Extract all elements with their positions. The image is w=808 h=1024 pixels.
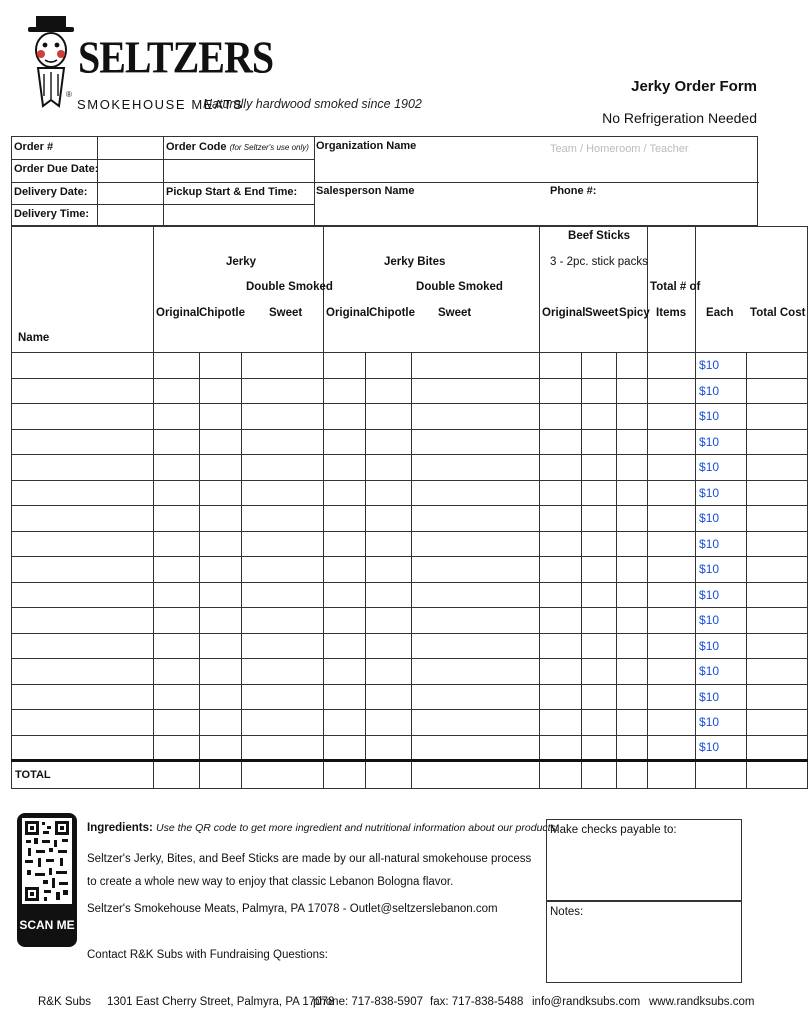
quantity-cell[interactable] bbox=[366, 608, 412, 634]
quantity-cell[interactable] bbox=[366, 531, 412, 557]
quantity-cell[interactable] bbox=[154, 557, 200, 583]
unit-price-cell: $10 bbox=[696, 710, 747, 736]
quantity-cell[interactable] bbox=[540, 659, 582, 685]
quantity-cell[interactable] bbox=[412, 608, 540, 634]
quantity-cell[interactable] bbox=[200, 404, 242, 430]
quantity-cell[interactable] bbox=[617, 582, 648, 608]
quantity-cell[interactable] bbox=[154, 506, 200, 532]
quantity-cell[interactable] bbox=[540, 506, 582, 532]
total-cell[interactable] bbox=[324, 761, 366, 789]
quantity-cell[interactable] bbox=[582, 404, 617, 430]
customer-name-cell[interactable] bbox=[12, 633, 154, 659]
quantity-cell[interactable] bbox=[154, 608, 200, 634]
quantity-cell[interactable] bbox=[412, 480, 540, 506]
quantity-cell[interactable] bbox=[154, 633, 200, 659]
order-row bbox=[12, 608, 808, 634]
total-cost-cell[interactable] bbox=[747, 353, 808, 379]
order-row bbox=[12, 659, 808, 685]
total-cell[interactable] bbox=[154, 761, 200, 789]
jerky-header: Jerky bbox=[226, 256, 257, 268]
bites-sweet-header: Sweet bbox=[438, 307, 472, 319]
total-items-cell[interactable] bbox=[648, 582, 696, 608]
quantity-cell[interactable] bbox=[154, 429, 200, 455]
total-row bbox=[12, 761, 808, 789]
total-cost-cell[interactable] bbox=[747, 531, 808, 557]
quantity-cell[interactable] bbox=[412, 429, 540, 455]
quantity-cell[interactable] bbox=[200, 582, 242, 608]
unit-price-cell: $10 bbox=[696, 506, 747, 532]
quantity-cell[interactable] bbox=[582, 684, 617, 710]
customer-name-cell[interactable] bbox=[12, 582, 154, 608]
quantity-cell[interactable] bbox=[582, 455, 617, 481]
quantity-cell[interactable] bbox=[324, 455, 366, 481]
quantity-cell[interactable] bbox=[154, 455, 200, 481]
quantity-cell[interactable] bbox=[540, 378, 582, 404]
total-cost-cell[interactable] bbox=[747, 659, 808, 685]
bites-chipotle-header: Chipotle bbox=[369, 307, 416, 319]
quantity-cell[interactable] bbox=[582, 353, 617, 379]
quantity-cell[interactable] bbox=[324, 404, 366, 430]
quantity-cell[interactable] bbox=[200, 480, 242, 506]
unit-price-cell: $10 bbox=[696, 353, 747, 379]
order-info-table bbox=[11, 136, 758, 226]
quantity-cell[interactable] bbox=[366, 684, 412, 710]
quantity-cell[interactable] bbox=[242, 557, 324, 583]
quantity-cell[interactable] bbox=[154, 710, 200, 736]
quantity-cell[interactable] bbox=[242, 659, 324, 685]
total-items-cell[interactable] bbox=[648, 710, 696, 736]
quantity-cell[interactable] bbox=[324, 378, 366, 404]
quantity-cell[interactable] bbox=[582, 531, 617, 557]
total-cost-cell[interactable] bbox=[747, 455, 808, 481]
form-title: Jerky Order Form bbox=[631, 78, 757, 95]
quantity-cell[interactable] bbox=[582, 480, 617, 506]
quantity-cell[interactable] bbox=[242, 404, 324, 430]
total-cost-cell[interactable] bbox=[747, 429, 808, 455]
customer-name-cell[interactable] bbox=[12, 455, 154, 481]
total-cost-cell[interactable] bbox=[747, 404, 808, 430]
quantity-cell[interactable] bbox=[617, 506, 648, 532]
registered-mark: ® bbox=[66, 90, 72, 99]
each-header: Each bbox=[706, 307, 734, 319]
quantity-cell[interactable] bbox=[200, 455, 242, 481]
quantity-cell[interactable] bbox=[582, 608, 617, 634]
quantity-cell[interactable] bbox=[154, 531, 200, 557]
checks-payable-label: Make checks payable to: bbox=[550, 824, 677, 836]
quantity-cell[interactable] bbox=[324, 506, 366, 532]
total-cell[interactable] bbox=[200, 761, 242, 789]
quantity-cell[interactable] bbox=[200, 608, 242, 634]
customer-name-cell[interactable] bbox=[12, 608, 154, 634]
contact-phone: phone: 717-838-5907 bbox=[313, 996, 423, 1008]
quantity-cell[interactable] bbox=[324, 480, 366, 506]
quantity-cell[interactable] bbox=[242, 735, 324, 761]
customer-name-cell[interactable] bbox=[12, 429, 154, 455]
contact-email[interactable]: info@randksubs.com bbox=[532, 996, 641, 1008]
quantity-cell[interactable] bbox=[242, 531, 324, 557]
quantity-cell[interactable] bbox=[200, 633, 242, 659]
quantity-cell[interactable] bbox=[366, 506, 412, 532]
quantity-cell[interactable] bbox=[324, 557, 366, 583]
quantity-cell[interactable] bbox=[200, 557, 242, 583]
order-grid bbox=[11, 226, 808, 789]
total-cost-cell[interactable] bbox=[747, 480, 808, 506]
total-cell[interactable] bbox=[696, 761, 747, 789]
unit-price-cell: $10 bbox=[696, 735, 747, 761]
quantity-cell[interactable] bbox=[617, 531, 648, 557]
quantity-cell[interactable] bbox=[200, 506, 242, 532]
quantity-cell[interactable] bbox=[366, 710, 412, 736]
total-cell[interactable] bbox=[242, 761, 324, 789]
total-items-cell[interactable] bbox=[648, 429, 696, 455]
quantity-cell[interactable] bbox=[366, 378, 412, 404]
quantity-cell[interactable] bbox=[154, 659, 200, 685]
quantity-cell[interactable] bbox=[412, 455, 540, 481]
quantity-cell[interactable] bbox=[617, 353, 648, 379]
contact-website[interactable]: www.randksubs.com bbox=[649, 996, 755, 1008]
quantity-cell[interactable] bbox=[324, 735, 366, 761]
quantity-cell[interactable] bbox=[242, 684, 324, 710]
quantity-cell[interactable] bbox=[366, 480, 412, 506]
salesperson-name-label: Salesperson Name bbox=[316, 185, 415, 197]
quantity-cell[interactable] bbox=[617, 429, 648, 455]
total-cost-cell[interactable] bbox=[747, 506, 808, 532]
quantity-cell[interactable] bbox=[324, 582, 366, 608]
unit-price-cell: $10 bbox=[696, 378, 747, 404]
order-code-label: Order Code (for Seltzer's use only) bbox=[166, 141, 309, 153]
quantity-cell[interactable] bbox=[412, 735, 540, 761]
beef-sticks-header: Beef Sticks bbox=[568, 230, 631, 242]
total-items-cell[interactable] bbox=[648, 480, 696, 506]
brand-subtitle: SMOKEHOUSE MEATS bbox=[77, 97, 244, 112]
quantity-cell[interactable] bbox=[540, 684, 582, 710]
unit-price-cell: $10 bbox=[696, 684, 747, 710]
quantity-cell[interactable] bbox=[200, 429, 242, 455]
ingredients-note: Ingredients: Use the QR code to get more ingredient and nutritional information about our products. bbox=[87, 822, 559, 834]
order-row bbox=[12, 404, 808, 430]
quantity-cell[interactable] bbox=[366, 582, 412, 608]
total-cell[interactable] bbox=[412, 761, 540, 789]
order-row bbox=[12, 506, 808, 532]
total-cost-cell[interactable] bbox=[747, 378, 808, 404]
quantity-cell[interactable] bbox=[200, 684, 242, 710]
quantity-cell[interactable] bbox=[582, 506, 617, 532]
quantity-cell[interactable] bbox=[540, 608, 582, 634]
total-cost-cell[interactable] bbox=[747, 710, 808, 736]
quantity-cell[interactable] bbox=[617, 404, 648, 430]
quantity-cell[interactable] bbox=[582, 710, 617, 736]
order-row bbox=[12, 684, 808, 710]
team-placeholder[interactable]: Team / Homeroom / Teacher bbox=[550, 143, 689, 155]
unit-price-cell: $10 bbox=[696, 608, 747, 634]
unit-price-cell: $10 bbox=[696, 633, 747, 659]
seltzer-address: Seltzer's Smokehouse Meats, Palmyra, PA 17078 - Outlet@seltzerslebanon.com bbox=[87, 903, 498, 915]
total-items-cell[interactable] bbox=[648, 353, 696, 379]
quantity-cell[interactable] bbox=[617, 710, 648, 736]
customer-name-cell[interactable] bbox=[12, 710, 154, 736]
sticks-original-header: Original bbox=[542, 307, 586, 319]
total-cell[interactable] bbox=[747, 761, 808, 789]
quantity-cell[interactable] bbox=[582, 633, 617, 659]
quantity-cell[interactable] bbox=[412, 684, 540, 710]
total-items-cell[interactable] bbox=[648, 378, 696, 404]
quantity-cell[interactable] bbox=[412, 404, 540, 430]
contact-street: 1301 East Cherry Street, Palmyra, PA 17078 bbox=[107, 996, 335, 1008]
total-items-cell[interactable] bbox=[648, 506, 696, 532]
quantity-cell[interactable] bbox=[540, 480, 582, 506]
quantity-cell[interactable] bbox=[540, 633, 582, 659]
quantity-cell[interactable] bbox=[540, 582, 582, 608]
customer-name-cell[interactable] bbox=[12, 378, 154, 404]
quantity-cell[interactable] bbox=[200, 710, 242, 736]
quantity-cell[interactable] bbox=[582, 735, 617, 761]
jerky-original-header: Original bbox=[156, 307, 200, 319]
quantity-cell[interactable] bbox=[412, 506, 540, 532]
quantity-cell[interactable] bbox=[242, 353, 324, 379]
quantity-cell[interactable] bbox=[412, 378, 540, 404]
quantity-cell[interactable] bbox=[324, 684, 366, 710]
unit-price-cell: $10 bbox=[696, 404, 747, 430]
order-number-label: Order # bbox=[14, 141, 54, 153]
quantity-cell[interactable] bbox=[154, 378, 200, 404]
order-row bbox=[12, 480, 808, 506]
quantity-cell[interactable] bbox=[366, 353, 412, 379]
total-items-cell[interactable] bbox=[648, 531, 696, 557]
order-row bbox=[12, 557, 808, 583]
quantity-cell[interactable] bbox=[324, 353, 366, 379]
order-row bbox=[12, 429, 808, 455]
order-row bbox=[12, 582, 808, 608]
quantity-cell[interactable] bbox=[412, 557, 540, 583]
quantity-cell[interactable] bbox=[412, 531, 540, 557]
quantity-cell[interactable] bbox=[617, 735, 648, 761]
total-items-header-line2: Items bbox=[656, 307, 687, 319]
quantity-cell[interactable] bbox=[582, 429, 617, 455]
quantity-cell[interactable] bbox=[540, 557, 582, 583]
total-cost-cell[interactable] bbox=[747, 582, 808, 608]
fundraising-contact-label: Contact R&K Subs with Fundraising Questions: bbox=[87, 949, 328, 961]
total-items-header-line1: Total # of bbox=[650, 281, 701, 293]
brand-wordmark: SELTZERS bbox=[78, 31, 274, 83]
total-items-cell[interactable] bbox=[648, 455, 696, 481]
quantity-cell[interactable] bbox=[412, 582, 540, 608]
quantity-cell[interactable] bbox=[617, 659, 648, 685]
total-cell[interactable] bbox=[582, 761, 617, 789]
contact-company: R&K Subs bbox=[38, 996, 92, 1008]
quantity-cell[interactable] bbox=[617, 557, 648, 583]
quantity-cell[interactable] bbox=[242, 429, 324, 455]
quantity-cell[interactable] bbox=[540, 710, 582, 736]
total-items-cell[interactable] bbox=[648, 557, 696, 583]
jerky-bites-header: Jerky Bites bbox=[384, 256, 446, 268]
quantity-cell[interactable] bbox=[324, 531, 366, 557]
quantity-cell[interactable] bbox=[582, 659, 617, 685]
total-cost-cell[interactable] bbox=[747, 608, 808, 634]
customer-name-cell[interactable] bbox=[12, 404, 154, 430]
order-row bbox=[12, 710, 808, 736]
quantity-cell[interactable] bbox=[412, 659, 540, 685]
name-header: Name bbox=[18, 332, 50, 344]
contact-fax: fax: 717-838-5488 bbox=[430, 996, 524, 1008]
organization-name-label: Organization Name bbox=[316, 140, 417, 152]
customer-name-cell[interactable] bbox=[12, 506, 154, 532]
order-row bbox=[12, 531, 808, 557]
notes-box[interactable] bbox=[546, 901, 742, 983]
total-cell[interactable] bbox=[648, 761, 696, 789]
checks-payable-box[interactable] bbox=[546, 819, 742, 901]
quantity-cell[interactable] bbox=[242, 608, 324, 634]
quantity-cell[interactable] bbox=[366, 735, 412, 761]
total-cost-cell[interactable] bbox=[747, 633, 808, 659]
quantity-cell[interactable] bbox=[582, 557, 617, 583]
total-items-cell[interactable] bbox=[648, 735, 696, 761]
quantity-cell[interactable] bbox=[324, 608, 366, 634]
quantity-cell[interactable] bbox=[200, 735, 242, 761]
quantity-cell[interactable] bbox=[366, 659, 412, 685]
customer-name-cell[interactable] bbox=[12, 684, 154, 710]
quantity-cell[interactable] bbox=[242, 378, 324, 404]
unit-price-cell: $10 bbox=[696, 557, 747, 583]
quantity-cell[interactable] bbox=[324, 659, 366, 685]
quantity-cell[interactable] bbox=[324, 710, 366, 736]
quantity-cell[interactable] bbox=[540, 455, 582, 481]
total-cell[interactable] bbox=[366, 761, 412, 789]
quantity-cell[interactable] bbox=[154, 480, 200, 506]
quantity-cell[interactable] bbox=[242, 506, 324, 532]
customer-name-cell[interactable] bbox=[12, 480, 154, 506]
quantity-cell[interactable] bbox=[366, 633, 412, 659]
quantity-cell[interactable] bbox=[154, 582, 200, 608]
order-row bbox=[12, 735, 808, 761]
customer-name-cell[interactable] bbox=[12, 531, 154, 557]
quantity-cell[interactable] bbox=[617, 378, 648, 404]
phone-label: Phone #: bbox=[550, 185, 597, 197]
delivery-time-label: Delivery Time: bbox=[14, 208, 90, 220]
delivery-date-label: Delivery Date: bbox=[14, 186, 88, 198]
sticks-spicy-header: Spicy bbox=[619, 307, 650, 319]
quantity-cell[interactable] bbox=[242, 455, 324, 481]
customer-name-cell[interactable] bbox=[12, 659, 154, 685]
quantity-cell[interactable] bbox=[154, 684, 200, 710]
total-items-cell[interactable] bbox=[648, 404, 696, 430]
bites-original-header: Original bbox=[326, 307, 370, 319]
unit-price-cell: $10 bbox=[696, 455, 747, 481]
quantity-cell[interactable] bbox=[324, 633, 366, 659]
quantity-cell[interactable] bbox=[154, 353, 200, 379]
beef-sticks-pack-note: 3 - 2pc. stick packs bbox=[550, 256, 648, 268]
quantity-cell[interactable] bbox=[242, 710, 324, 736]
unit-price-cell: $10 bbox=[696, 480, 747, 506]
quantity-cell[interactable] bbox=[200, 353, 242, 379]
customer-name-cell[interactable] bbox=[12, 557, 154, 583]
brand-tagline: Naturally hardwood smoked since 1902 bbox=[203, 97, 422, 111]
quantity-cell[interactable] bbox=[617, 480, 648, 506]
quantity-cell[interactable] bbox=[412, 710, 540, 736]
sticks-sweet-header: Sweet bbox=[585, 307, 619, 319]
quantity-cell[interactable] bbox=[242, 480, 324, 506]
quantity-cell[interactable] bbox=[324, 429, 366, 455]
quantity-cell[interactable] bbox=[200, 378, 242, 404]
bites-double-smoked-header: Double Smoked bbox=[416, 281, 503, 293]
quantity-cell[interactable] bbox=[412, 633, 540, 659]
quantity-cell[interactable] bbox=[540, 404, 582, 430]
unit-price-cell: $10 bbox=[696, 582, 747, 608]
quantity-cell[interactable] bbox=[154, 404, 200, 430]
total-cell[interactable] bbox=[540, 761, 582, 789]
grid-header-row bbox=[12, 227, 808, 353]
quantity-cell[interactable] bbox=[200, 659, 242, 685]
order-row bbox=[12, 378, 808, 404]
jerky-chipotle-header: Chipotle bbox=[199, 307, 245, 319]
quantity-cell[interactable] bbox=[242, 582, 324, 608]
unit-price-cell: $10 bbox=[696, 659, 747, 685]
order-row bbox=[12, 353, 808, 379]
form-subtitle: No Refrigeration Needed bbox=[602, 110, 757, 126]
quantity-cell[interactable] bbox=[617, 608, 648, 634]
quantity-cell[interactable] bbox=[242, 633, 324, 659]
quantity-cell[interactable] bbox=[366, 429, 412, 455]
total-cost-cell[interactable] bbox=[747, 684, 808, 710]
quantity-cell[interactable] bbox=[540, 531, 582, 557]
pickup-time-label: Pickup Start & End Time: bbox=[166, 186, 298, 198]
product-description-line1: Seltzer's Jerky, Bites, and Beef Sticks are made by our all-natural smokehouse process bbox=[87, 853, 532, 865]
quantity-cell[interactable] bbox=[582, 378, 617, 404]
total-cost-cell[interactable] bbox=[747, 735, 808, 761]
quantity-cell[interactable] bbox=[617, 633, 648, 659]
quantity-cell[interactable] bbox=[617, 684, 648, 710]
order-row bbox=[12, 633, 808, 659]
order-row bbox=[12, 455, 808, 481]
quantity-cell[interactable] bbox=[366, 455, 412, 481]
total-cell[interactable] bbox=[617, 761, 648, 789]
jerky-double-smoked-header: Double Smoked bbox=[246, 281, 333, 293]
quantity-cell[interactable] bbox=[412, 353, 540, 379]
quantity-cell[interactable] bbox=[540, 429, 582, 455]
total-items-cell[interactable] bbox=[648, 659, 696, 685]
product-description-line2: to create a whole new way to enjoy that classic Lebanon Bologna flavor. bbox=[87, 876, 454, 888]
quantity-cell[interactable] bbox=[540, 735, 582, 761]
total-cost-header: Total Cost bbox=[750, 307, 806, 319]
customer-name-cell[interactable] bbox=[12, 353, 154, 379]
jerky-sweet-header: Sweet bbox=[269, 307, 303, 319]
customer-name-cell[interactable] bbox=[12, 735, 154, 761]
total-items-cell[interactable] bbox=[648, 633, 696, 659]
unit-price-cell: $10 bbox=[696, 429, 747, 455]
qr-code-icon[interactable] bbox=[22, 818, 72, 904]
total-label: TOTAL bbox=[12, 761, 154, 789]
quantity-cell[interactable] bbox=[617, 455, 648, 481]
quantity-cell[interactable] bbox=[366, 557, 412, 583]
quantity-cell[interactable] bbox=[582, 582, 617, 608]
unit-price-cell: $10 bbox=[696, 531, 747, 557]
total-items-cell[interactable] bbox=[648, 684, 696, 710]
total-cost-cell[interactable] bbox=[747, 557, 808, 583]
quantity-cell[interactable] bbox=[540, 353, 582, 379]
notes-label: Notes: bbox=[550, 906, 584, 918]
quantity-cell[interactable] bbox=[200, 531, 242, 557]
quantity-cell[interactable] bbox=[366, 404, 412, 430]
quantity-cell[interactable] bbox=[154, 735, 200, 761]
total-items-cell[interactable] bbox=[648, 608, 696, 634]
scan-me-label: SCAN ME bbox=[19, 918, 75, 932]
order-due-date-label: Order Due Date: bbox=[14, 163, 99, 175]
